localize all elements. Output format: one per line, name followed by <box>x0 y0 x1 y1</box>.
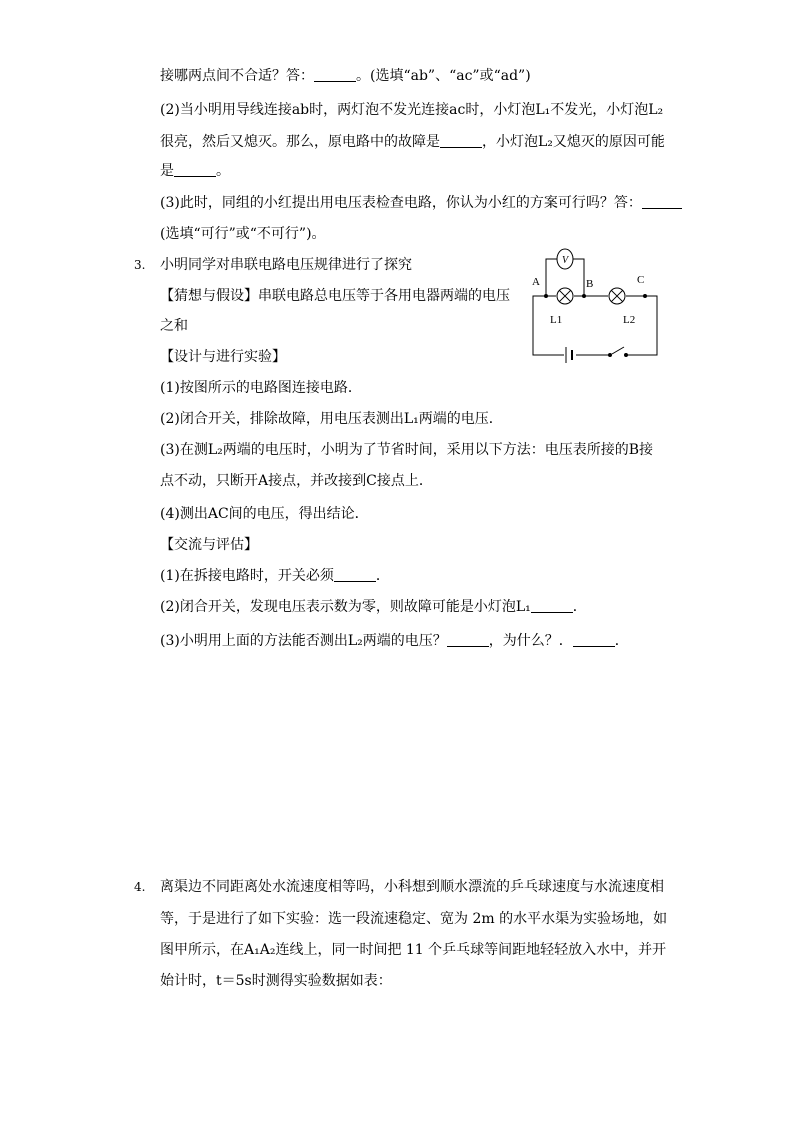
answer-blank[interactable] <box>531 598 573 613</box>
q4-line4: 始计时，t＝5s时测得实验数据如表： <box>160 973 392 989</box>
answer-blank[interactable] <box>314 67 356 82</box>
q2-line1: 接哪两点间不合适？答： 。(选填“ab”、“ac”或“ad”) <box>160 68 531 84</box>
junction-b <box>582 294 586 298</box>
q4-line1: 离渠边不同距离处水流速度相等吗，小科想到顺水漂流的乒乓球速度与水流速度相 <box>160 879 664 895</box>
label-a: A <box>532 276 540 288</box>
voltmeter-icon <box>557 249 573 269</box>
label-l2: L2 <box>623 314 636 326</box>
switch-icon <box>609 347 628 357</box>
q2-line5: (3)此时，同组的小红提出用电压表检查电路，你认为小红的方案可行吗？答： <box>160 194 682 212</box>
answer-blank[interactable] <box>334 567 376 582</box>
q3-hypothesis-line1: 【猜想与假设】串联电路总电压等于各用电器两端的电压 <box>160 288 510 304</box>
lamp-l1-icon <box>557 288 573 304</box>
voltmeter-label: V <box>561 255 569 266</box>
answer-blank[interactable] <box>174 162 216 177</box>
q3-eval-heading: 【交流与评估】 <box>160 537 258 553</box>
answer-blank[interactable] <box>573 632 615 647</box>
q3-step3-line1: (3)在测L₂两端的电压时，小明为了节省时间，采用以下方法：电压表所接的B接 <box>160 442 654 458</box>
lamp-l2-icon <box>609 288 625 304</box>
answer-blank[interactable] <box>642 194 682 209</box>
q3-step3-line2: 点不动，只断开A接点，并改接到C接点上． <box>160 473 433 489</box>
junction-a <box>544 294 548 298</box>
q4-line2: 等，于是进行了如下实验：选一段流速稳定、宽为 2m 的水平水渠为实验场地，如 <box>160 911 668 927</box>
q3-eval3: (3)小明用上面的方法能否测出L₂两端的电压？ ，为什么？． ． <box>160 633 629 649</box>
q3-intro: 小明同学对串联电路电压规律进行了探究 <box>160 257 412 273</box>
question-number: 4. <box>134 880 146 894</box>
q3-hypothesis-line2: 之和 <box>160 318 188 334</box>
q2-line4: 是 。 <box>160 163 230 179</box>
junction-c <box>643 294 647 298</box>
answer-blank[interactable] <box>447 632 489 647</box>
answer-blank[interactable] <box>440 133 482 148</box>
q3-step2: (2)闭合开关，排除故障，用电压表测出L₁两端的电压． <box>160 411 503 427</box>
q3-step4: (4)测出AC间的电压，得出结论． <box>160 506 369 522</box>
q3-step1: (1)按图所示的电路图连接电路． <box>160 380 362 396</box>
q3-eval2: (2)闭合开关，发现电压表示数为零，则故障可能是小灯泡L₁ ． <box>160 599 587 615</box>
battery-icon <box>566 347 572 363</box>
q3-eval1: (1)在拆接电路时，开关必须 ． <box>160 568 390 584</box>
circuit-diagram <box>528 245 664 363</box>
question-number: 3. <box>134 258 146 272</box>
label-l1: L1 <box>550 314 563 326</box>
q2-line3: 很亮，然后又熄灭。那么，原电路中的故障是 ，小灯泡L₂又熄灭的原因可能 <box>160 134 665 150</box>
label-c: C <box>637 274 645 286</box>
q2-line2: (2)当小明用导线连接ab时，两灯泡不发光连接ac时，小灯泡L₁不发光，小灯泡L₂ <box>160 102 664 118</box>
label-b: B <box>586 278 594 290</box>
q3-design-heading: 【设计与进行实验】 <box>160 349 286 365</box>
q2-line6: (选填“可行”或“不可行”)。 <box>160 226 326 242</box>
q4-line3: 图甲所示，在A₁A₂连线上，同一时间把 11 个乒乓球等间距地轻轻放入水中，并开 <box>160 942 667 958</box>
voltmeter-lead-b <box>573 259 584 296</box>
voltmeter-lead-a <box>546 259 557 296</box>
